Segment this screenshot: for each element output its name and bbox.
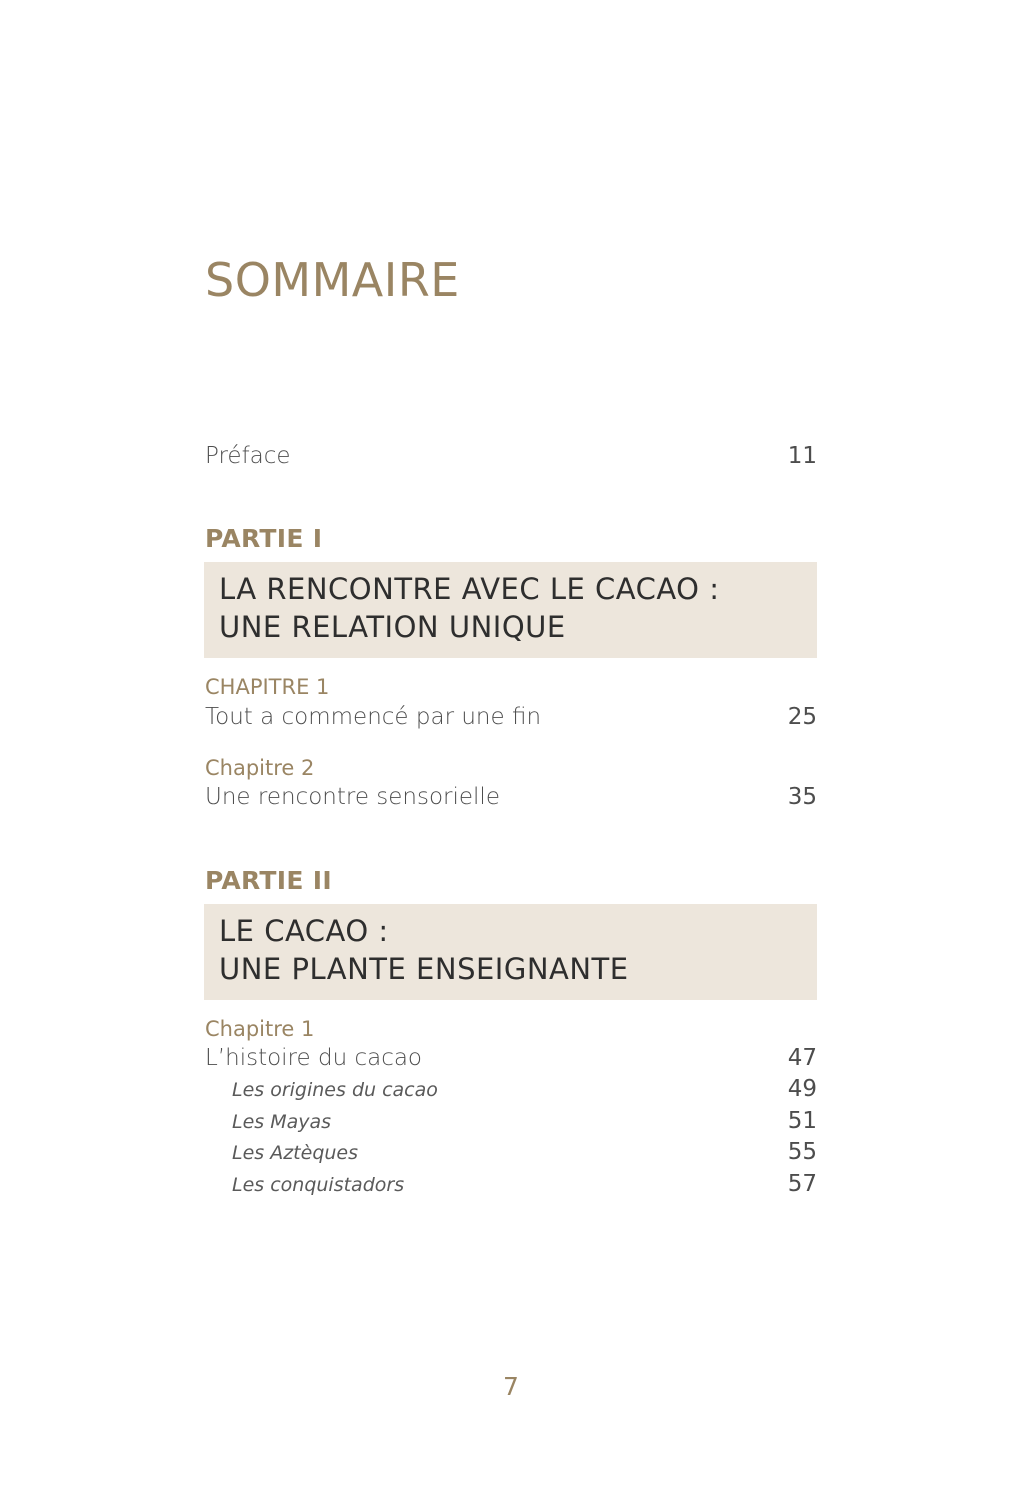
subentry-page: 49 [787, 1076, 817, 1102]
toc-subentry[interactable] [232, 1171, 817, 1197]
toc-entry[interactable] [205, 1045, 817, 1071]
entry-title: L’histoire du cacao [205, 1045, 423, 1071]
part-title-line: UNE PLANTE ENSEIGNANTE [219, 952, 629, 986]
entry-title: Préface [205, 443, 291, 469]
subentry-title: Les origines du cacao [232, 1079, 438, 1101]
entry-title: Tout a commencé par une fin [205, 704, 542, 730]
chapter-label: CHAPITRE 1 [205, 675, 330, 699]
entry-title: Une rencontre sensorielle [205, 784, 500, 810]
subentry-page: 57 [787, 1171, 817, 1197]
entry-page: 25 [787, 704, 817, 730]
part-title-box [204, 904, 817, 1000]
entry-page: 47 [787, 1045, 817, 1071]
entry-page: 35 [787, 784, 817, 810]
part-title-line: UNE RELATION UNIQUE [219, 610, 566, 644]
toc-subentry[interactable] [232, 1108, 817, 1134]
subentry-title: Les Mayas [232, 1111, 332, 1133]
entry-page: 11 [787, 443, 817, 469]
page-number: 7 [503, 1372, 519, 1401]
subentry-page: 55 [787, 1139, 817, 1165]
subentry-title: Les Aztèques [232, 1142, 359, 1164]
part-title-line: LA RENCONTRE AVEC LE CACAO : [219, 572, 720, 606]
part-title-line: LE CACAO : [219, 914, 389, 948]
chapter-label: Chapitre 2 [205, 756, 315, 780]
subentry-page: 51 [787, 1108, 817, 1134]
toc-entry[interactable] [205, 784, 817, 810]
toc-entry-preface[interactable] [205, 443, 817, 469]
part-title-box [204, 562, 817, 658]
page-title: SOMMAIRE [205, 253, 460, 307]
toc-subentry[interactable] [232, 1076, 817, 1102]
subentry-title: Les conquistadors [232, 1174, 405, 1196]
part-label: PARTIE I [205, 524, 323, 553]
toc-subentry[interactable] [232, 1139, 817, 1165]
part-label: PARTIE II [205, 866, 332, 895]
chapter-label: Chapitre 1 [205, 1017, 315, 1041]
toc-entry[interactable] [205, 704, 817, 730]
